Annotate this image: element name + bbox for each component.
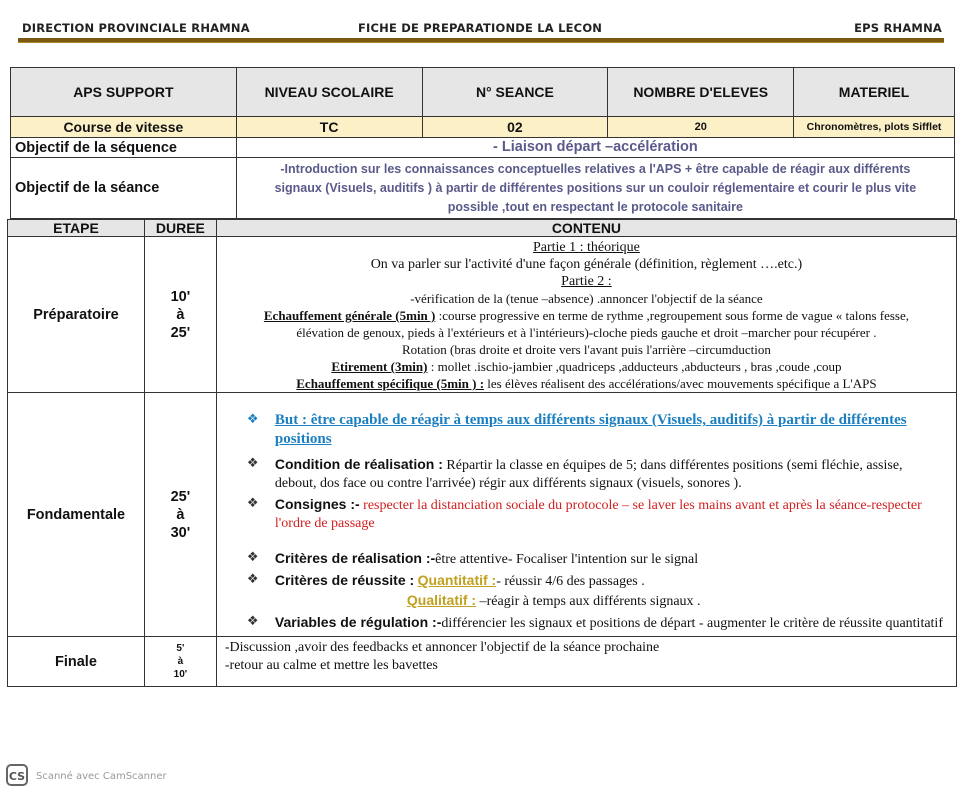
header-aps-support: APS SUPPORT [11, 68, 237, 117]
diamond-bullet-icon: ❖ [246, 550, 259, 565]
duration-start: 10' [170, 288, 191, 305]
duration-sep: à [177, 656, 184, 667]
objectif-sequence-row [11, 138, 955, 158]
stage-fondamentale: Fondamentale [8, 393, 145, 637]
criteres-realisation-label: Critères de réalisation :- [274, 550, 436, 566]
etirement-line [217, 358, 956, 375]
duration-end: 30' [170, 524, 191, 541]
echauffement-text: :course progressive en terme de rythme ,regroupement sous forme de vague « talons fesse, [435, 308, 909, 323]
header-contenu: CONTENU [216, 220, 956, 237]
condition-text: Répartir la classe en équipes de 5; dans différentes positions (semi fléchie, assise, debout, dos face ou contre l'arrivée) régir aux différents signaux (visuels, sonores ). [274, 458, 903, 491]
quantitatif-label: Quantitatif : [417, 572, 497, 588]
content-finale [216, 637, 956, 687]
specifique-label: Echauffement spécifique (5min ) : [296, 376, 485, 391]
header-etape: ETAPE [8, 220, 145, 237]
echauffement-line [217, 307, 956, 324]
duration-fondamentale [144, 393, 216, 637]
header-divider [18, 38, 944, 43]
objectif-seance-row [11, 158, 955, 219]
variables-text: différencier les signaux et positions de départ - augmenter le critère de réussite quantitatif [441, 616, 943, 631]
header-duree: DUREE [144, 220, 216, 237]
objectif-sequence-text: - Liaison départ –accélération [236, 138, 954, 158]
value-seance-number: 02 [422, 117, 608, 138]
consignes-item [247, 495, 946, 533]
duration-start: 25' [170, 488, 191, 505]
value-nombre-eleves: 20 [608, 117, 794, 138]
diamond-bullet-icon: ❖ [246, 572, 259, 587]
duration-finale [144, 637, 216, 687]
duration-preparatoire [144, 237, 216, 393]
objectif-seance-line: signaux (Visuels, auditifs ) à partir de différentes positions sur un couloir réglementaire et courir le plus vite [274, 180, 917, 195]
diamond-bullet-icon: ❖ [246, 456, 259, 471]
criteres-reussite-label: Critères de réussite : [274, 572, 415, 588]
info-table [10, 67, 955, 219]
value-aps-support: Course de vitesse [11, 117, 237, 138]
header-right: EPS RHAMNA [854, 21, 942, 35]
consignes-text: respecter la distanciation sociale du protocole – se laver les mains avant et après la séance-respecter l'ordre de passage [274, 498, 922, 531]
page-header [22, 21, 942, 37]
info-values-row [11, 117, 955, 138]
echauffement-text-2: élévation de genoux, pieds à l'extérieurs et à l'intérieurs)-cloche pieds gauche et droit –marcher pour récupérer . [296, 325, 877, 340]
duration-start: 5' [176, 643, 185, 654]
header-center: FICHE DE PREPARATIONDE LA LECON [358, 21, 603, 35]
qualitatif-line [247, 591, 946, 611]
fondamentale-row [8, 393, 957, 637]
specifique-text: les élèves réalisent des accélérations/avec mouvements spécifique a L'APS [484, 376, 877, 391]
diamond-bullet-icon: ❖ [246, 614, 259, 629]
specifique-line [217, 375, 956, 392]
preparatoire-row [8, 237, 957, 393]
variables-item [247, 613, 946, 633]
objectif-seance-line: -Introduction sur les connaissances conceptuelles relatives a l'APS + être capable de réagir aux différents [280, 161, 911, 176]
partie2-title: Partie 2 : [561, 274, 612, 289]
stage-preparatoire: Préparatoire [8, 237, 145, 393]
duration-sep: à [176, 306, 185, 323]
etirement-label: Etirement (3min) [331, 359, 428, 374]
condition-item [247, 455, 946, 493]
scanner-watermark: Scanné avec CamScanner [36, 771, 167, 782]
quantitatif-text: - réussir 4/6 des passages . [496, 574, 645, 589]
qualitatif-text: –réagir à temps aux différents signaux . [476, 594, 701, 609]
but-item [247, 411, 946, 449]
value-materiel: Chronomètres, plots Sifflet [794, 117, 955, 138]
lesson-header-row [8, 220, 957, 237]
objectif-seance-text [236, 158, 954, 219]
diamond-bullet-icon: ❖ [246, 496, 259, 511]
header-seance-number: N° SEANCE [422, 68, 608, 117]
objectif-sequence-label: Objectif de la séquence [11, 138, 237, 158]
objectif-seance-line: possible ,tout en respectant le protocole sanitaire [447, 199, 743, 214]
variables-label: Variables de régulation :- [274, 614, 442, 630]
content-preparatoire [216, 237, 956, 393]
content-fondamentale [216, 393, 956, 637]
value-niveau-scolaire: TC [236, 117, 422, 138]
info-header-row [11, 68, 955, 117]
finale-line-1: -Discussion ,avoir des feedbacks et annoncer l'objectif de la séance prochaine [224, 640, 660, 655]
echauffement-text-3: Rotation (bras droite et droite vers l'avant puis l'arrière –circumduction [401, 342, 771, 357]
duration-end: 10' [173, 669, 188, 680]
stage-finale: Finale [8, 637, 145, 687]
criteres-reussite-item [247, 571, 946, 591]
consignes-label: Consignes :- [274, 496, 360, 512]
camscanner-logo-icon: CS [6, 764, 28, 786]
qualitatif-label: Qualitatif : [406, 592, 477, 608]
condition-label: Condition de réalisation : [274, 456, 443, 472]
echauffement-label: Echauffement générale (5min ) [263, 308, 436, 323]
partie1-title: Partie 1 : théorique [532, 240, 640, 255]
duration-sep: à [176, 506, 185, 523]
header-nombre-eleves: NOMBRE D'ELEVES [608, 68, 794, 117]
finale-row [8, 637, 957, 687]
diamond-bullet-icon: ❖ [246, 412, 259, 427]
header-niveau-scolaire: NIVEAU SCOLAIRE [236, 68, 422, 117]
criteres-realisation-item [247, 549, 946, 569]
objectif-seance-label: Objectif de la séance [11, 158, 237, 219]
lesson-table [7, 219, 957, 687]
finale-line-2: -retour au calme et mettre les bavettes [224, 658, 438, 673]
criteres-realisation-text: être attentive- Focaliser l'intention sur le signal [435, 552, 699, 567]
header-left: DIRECTION PROVINCIALE RHAMNA [22, 21, 250, 35]
but-text: But : être capable de réagir à temps aux différents signaux (Visuels, auditifs) à partir de différentes positions [274, 412, 907, 447]
etirement-text: : mollet .ischio-jambier ,quadriceps ,adducteurs ,abducteurs , bras ,coude ,coup [427, 359, 842, 374]
duration-end: 25' [170, 324, 191, 341]
partie2-text: -vérification de la (tenue –absence) .annoncer l'objectif de la séance [410, 291, 763, 306]
partie1-text: On va parler sur l'activité d'une façon générale (définition, règlement ….etc.) [370, 257, 803, 272]
header-materiel: MATERIEL [794, 68, 955, 117]
